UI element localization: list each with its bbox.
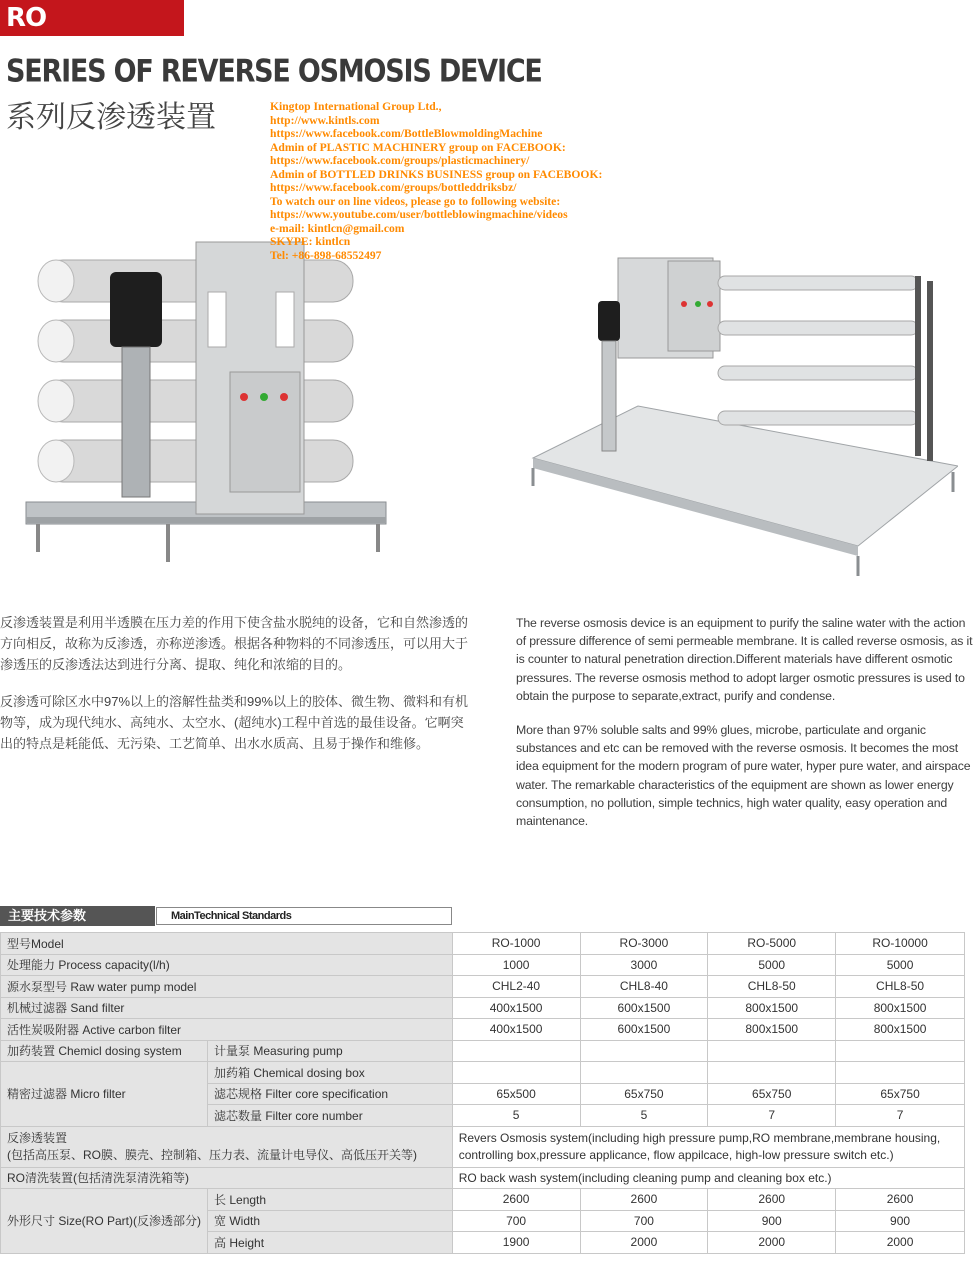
- cell: 2600: [836, 1189, 965, 1211]
- row-sublabel: 高 Height: [208, 1232, 453, 1254]
- overlay-link[interactable]: https://www.youtube.com/user/bottleblowingmachine/videos: [270, 208, 568, 221]
- row-sublabel: 宽 Width: [208, 1210, 453, 1232]
- cell: 800x1500: [836, 997, 965, 1019]
- cell: RO-10000: [836, 933, 965, 955]
- table-row: [1, 997, 965, 1019]
- section-tag: RO: [0, 0, 184, 36]
- cell: RO-3000: [580, 933, 708, 955]
- cell: 400x1500: [452, 997, 580, 1019]
- cell: RO-1000: [452, 933, 580, 955]
- overlay-link[interactable]: https://www.facebook.com/groups/bottleddriksbz/: [270, 181, 517, 194]
- cell: 5: [580, 1105, 708, 1127]
- cell: CHL8-50: [708, 976, 836, 998]
- cell: CHL2-40: [452, 976, 580, 998]
- overlay-line: Tel: +86-898-68552497: [270, 248, 382, 262]
- cell: 700: [580, 1210, 708, 1232]
- cell: 2600: [452, 1189, 580, 1211]
- description-en-paragraph: The reverse osmosis device is an equipment to purify the saline water with the action of pressure difference of semi permeable membrane. It is called reverse osmosis, as it is counter to natural penetration direction.Different materials have different osmotic pressures. The reverse osmosis method to adopt larger osmotic pressures is used to obtain the purpose to separate,extract, purify and condense.: [516, 616, 973, 703]
- cell: 600x1500: [580, 997, 708, 1019]
- row-label: 精密过滤器 Micro filter: [1, 1062, 208, 1127]
- description-en: [516, 614, 976, 846]
- cell: 800x1500: [708, 1019, 836, 1041]
- table-row: [1, 933, 965, 955]
- cell: 2600: [580, 1189, 708, 1211]
- specs-header-cn: 主要技术参数: [0, 906, 155, 926]
- cell: [836, 1062, 965, 1084]
- cell: 2000: [836, 1232, 965, 1254]
- cell: [452, 1062, 580, 1084]
- row-sublabel: 滤芯数量 Filter core number: [208, 1105, 453, 1127]
- row-label: 型号Model: [1, 933, 453, 955]
- cell: 2000: [580, 1232, 708, 1254]
- cell: Revers Osmosis system(including high pressure pump,RO membrane,membrane housing, controlling box,pressure applicance, flow appilcace, high-low pressure switch etc.): [452, 1126, 964, 1167]
- ro-machine-photo-right: [528, 236, 958, 582]
- cell: RO-5000: [708, 933, 836, 955]
- cell: 700: [452, 1210, 580, 1232]
- table-row: [1, 976, 965, 998]
- row-label: 活性炭吸附器 Active carbon filter: [1, 1019, 453, 1041]
- cell: [708, 1040, 836, 1062]
- cell: CHL8-40: [580, 976, 708, 998]
- row-label: 机械过滤器 Sand filter: [1, 997, 453, 1019]
- cell: 900: [708, 1210, 836, 1232]
- overlay-link[interactable]: https://www.facebook.com/groups/plasticmachinery/: [270, 154, 530, 167]
- table-row: [1, 1126, 965, 1167]
- overlay-link[interactable]: https://www.facebook.com/BottleBlowmoldingMachine: [270, 127, 543, 140]
- table-row: [1, 1040, 965, 1062]
- row-label: 处理能力 Process capacity(l/h): [1, 954, 453, 976]
- cell: 7: [836, 1105, 965, 1127]
- cell: RO back wash system(including cleaning pump and cleaning box etc.): [452, 1167, 964, 1189]
- cell: [580, 1062, 708, 1084]
- overlay-line: SKYPE: kintlcn: [270, 235, 351, 248]
- ro-label-line2: (包括高压泵、RO膜、膜壳、控制箱、压力表、流量计电导仪、高低压开关等): [7, 1147, 417, 1162]
- table-row: [1, 1189, 965, 1211]
- cell: 65x750: [708, 1083, 836, 1105]
- row-label: RO清洗装置(包括清洗泵清洗箱等): [1, 1167, 453, 1189]
- page-title-cn: 系列反渗透装置: [6, 100, 216, 135]
- row-label: [1, 1126, 453, 1167]
- description-cn: [0, 612, 470, 770]
- cell: 65x750: [580, 1083, 708, 1105]
- cell: [580, 1040, 708, 1062]
- row-label: 源水泵型号 Raw water pump model: [1, 976, 453, 998]
- ro-label-line1: 反渗透装置: [7, 1130, 68, 1145]
- table-row: [1, 1019, 965, 1041]
- overlay-link[interactable]: http://www.kintls.com: [270, 113, 380, 127]
- contact-overlay: [270, 100, 602, 262]
- cell: 65x750: [836, 1083, 965, 1105]
- description-cn-paragraph: 反渗透装置是利用半透膜在压力差的作用下使含盐水脱纯的设备，它和自然渗透的方向相反，故称为反渗透，亦称逆渗透。根据各种物料的不同渗透压，可以用大于渗透压的反渗透法达到进行分离、提取、纯化和浓缩的目的。: [0, 615, 469, 672]
- row-sublabel: 加药箱 Chemical dosing box: [208, 1062, 453, 1084]
- description-en-paragraph: More than 97% soluble salts and 99% glues, microbe, particulate and organic substances and etc can be removed with the reverse osmosis. It becomes the most idea equipment for the modern program of pure water, hyper pure water, and airspace water. The remarkable characteristics of the equipment are shown as lower energy consumption, no pollution, simple technics, high water quality, easy operation and maintenance.: [516, 723, 971, 829]
- cell: CHL8-50: [836, 976, 965, 998]
- row-sublabel: 计量泵 Measuring pump: [208, 1040, 453, 1062]
- row-label: 外形尺寸 Size(RO Part)(反渗透部分): [1, 1189, 208, 1254]
- specs-table: [0, 932, 965, 1254]
- cell: 2600: [708, 1189, 836, 1211]
- cell: 3000: [580, 954, 708, 976]
- description-cn-paragraph: 反渗透可除区水中97%以上的溶解性盐类和99%以上的胶体、微生物、微料和有机物等，成为现代纯水、高纯水、太空水、(超纯水)工程中首选的最佳设备。它啊突出的特点是耗能低、无污染、工艺简单、出水水质高、且易于操作和维修。: [0, 694, 469, 751]
- cell: 2000: [708, 1232, 836, 1254]
- cell: 900: [836, 1210, 965, 1232]
- overlay-line: Admin of PLASTIC MACHINERY group on FACEBOOK:: [270, 140, 566, 154]
- cell: 5000: [708, 954, 836, 976]
- row-sublabel: 长 Length: [208, 1189, 453, 1211]
- cell: [836, 1040, 965, 1062]
- overlay-line: To watch our on line videos, please go to following website:: [270, 194, 561, 208]
- cell: 1900: [452, 1232, 580, 1254]
- table-row: [1, 1167, 965, 1189]
- table-row: [1, 1062, 965, 1084]
- cell: 1000: [452, 954, 580, 976]
- row-label: 加药装置 Chemicl dosing system: [1, 1040, 208, 1062]
- cell: 400x1500: [452, 1019, 580, 1041]
- cell: 7: [708, 1105, 836, 1127]
- page-title-en: SERIES OF REVERSE OSMOSIS DEVICE: [6, 54, 542, 90]
- table-row: [1, 954, 965, 976]
- overlay-line: e-mail: kintlcn@gmail.com: [270, 221, 405, 235]
- cell: [708, 1062, 836, 1084]
- cell: 600x1500: [580, 1019, 708, 1041]
- overlay-line: Kingtop International Group Ltd.,: [270, 100, 442, 113]
- ro-machine-photo-left: [18, 232, 393, 584]
- cell: 800x1500: [836, 1019, 965, 1041]
- cell: 800x1500: [708, 997, 836, 1019]
- cell: 5: [452, 1105, 580, 1127]
- overlay-line: Admin of BOTTLED DRINKS BUSINESS group on FACEBOOK:: [270, 167, 603, 181]
- cell: [452, 1040, 580, 1062]
- cell: 65x500: [452, 1083, 580, 1105]
- cell: 5000: [836, 954, 965, 976]
- specs-header-en: MainTechnical Standards: [156, 907, 452, 925]
- row-sublabel: 滤芯规格 Filter core specification: [208, 1083, 453, 1105]
